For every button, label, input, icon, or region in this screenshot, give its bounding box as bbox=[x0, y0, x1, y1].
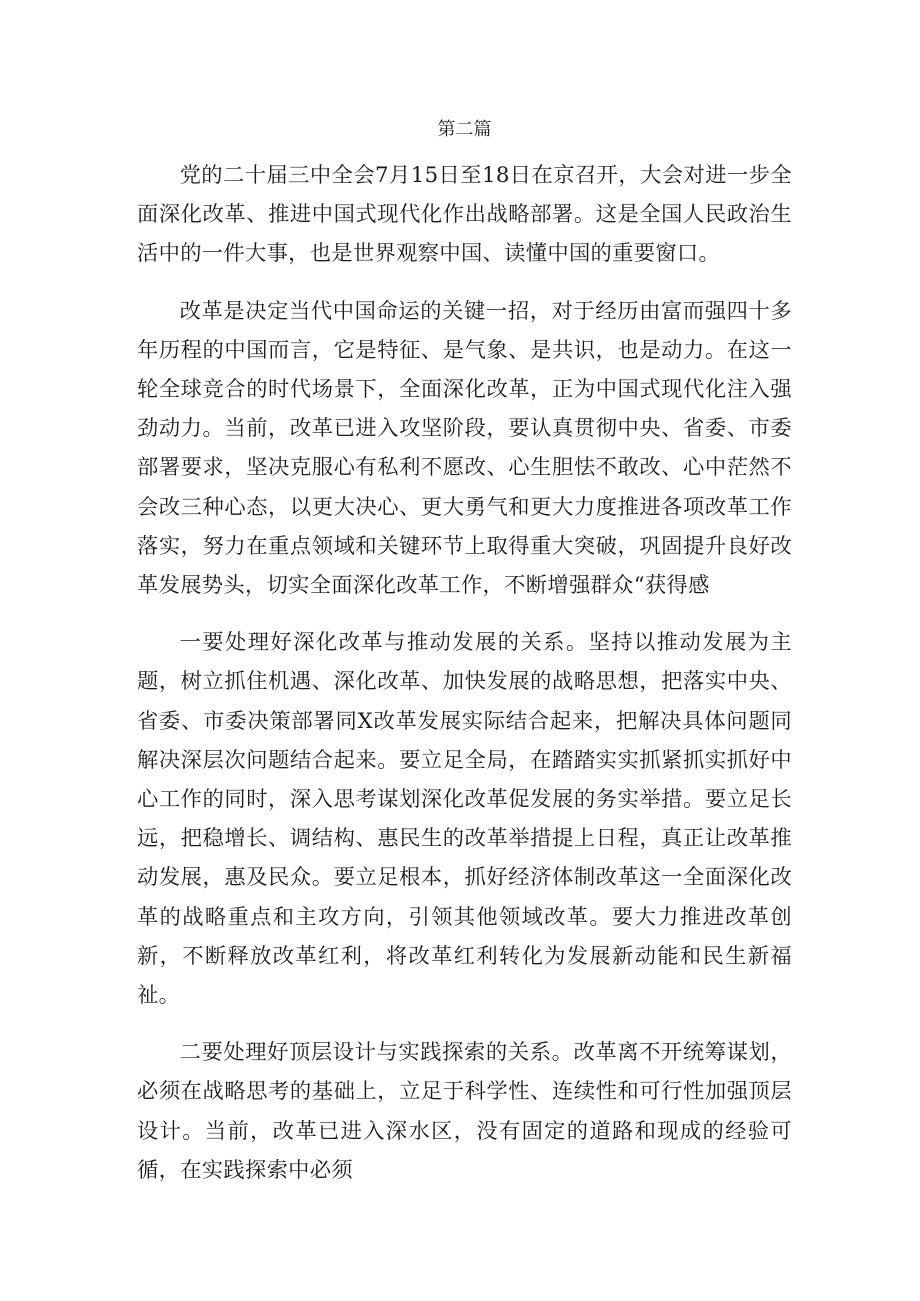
paragraph-4: 二要处理好顶层设计与实践探索的关系。改革离不开统筹谋划，必须在战略思考的基础上，立足于科学性、连续性和可行性加强顶层设计。当前，改革已进入深水区，没有固定的道路和现成的经验可循，在实践探索中必须 bbox=[137, 1040, 792, 1183]
paragraph-1: 党的二十届三中全会7月15日至18日在京召开，大会对进一步全面深化改革、推进中国式现代化作出战略部署。这是全国人民政治生活中的一件大事，也是世界观察中国、读懂中国的重要窗口。 bbox=[137, 163, 792, 267]
document-title: 第二篇 bbox=[437, 119, 492, 140]
paragraph-3: 一要处理好深化改革与推动发展的关系。坚持以推动发展为主题，树立抓住机遇、深化改革、加快发展的战略思想，把落实中央、省委、市委决策部署同X改革发展实际结合起来，把解决具体问题同解决深层次问题结合起来。要立足全局，在踏踏实实抓紧抓实抓好中心工作的同时，深入思考谋划深化改革促发展的务实举措。要立足长远，把稳增长、调结构、惠民生的改革举措提上日程，真正让改革推动发展，惠及民众。要立足根本，抓好经济体制改革这一全面深化改革的战略重点和主攻方向，引领其他领域改革。要大力推进改革创新，不断释放改革红利，将改革红利转化为发展新动能和民生新福祉。 bbox=[137, 630, 792, 1009]
document-page bbox=[137, 112, 792, 1208]
paragraph-2: 改革是决定当代中国命运的关键一招，对于经历由富而强四十多年历程的中国而言，它是特征、是气象、是共识，也是动力。在这一轮全球竞合的时代场景下，全面深化改革，正为中国式现代化注入强劲动力。当前，改革已进入攻坚阶段，要认真贯彻中央、省委、市委部署要求，坚决克服心有私利不愿改、心生胆怯不敢改、心中茫然不会改三种心态，以更大决心、更大勇气和更大力度推进各项改革工作落实，努力在重点领域和关键环节上取得重大突破，巩固提升良好改革发展势头，切实全面深化改革工作，不断增强群众“获得感 bbox=[137, 298, 792, 599]
